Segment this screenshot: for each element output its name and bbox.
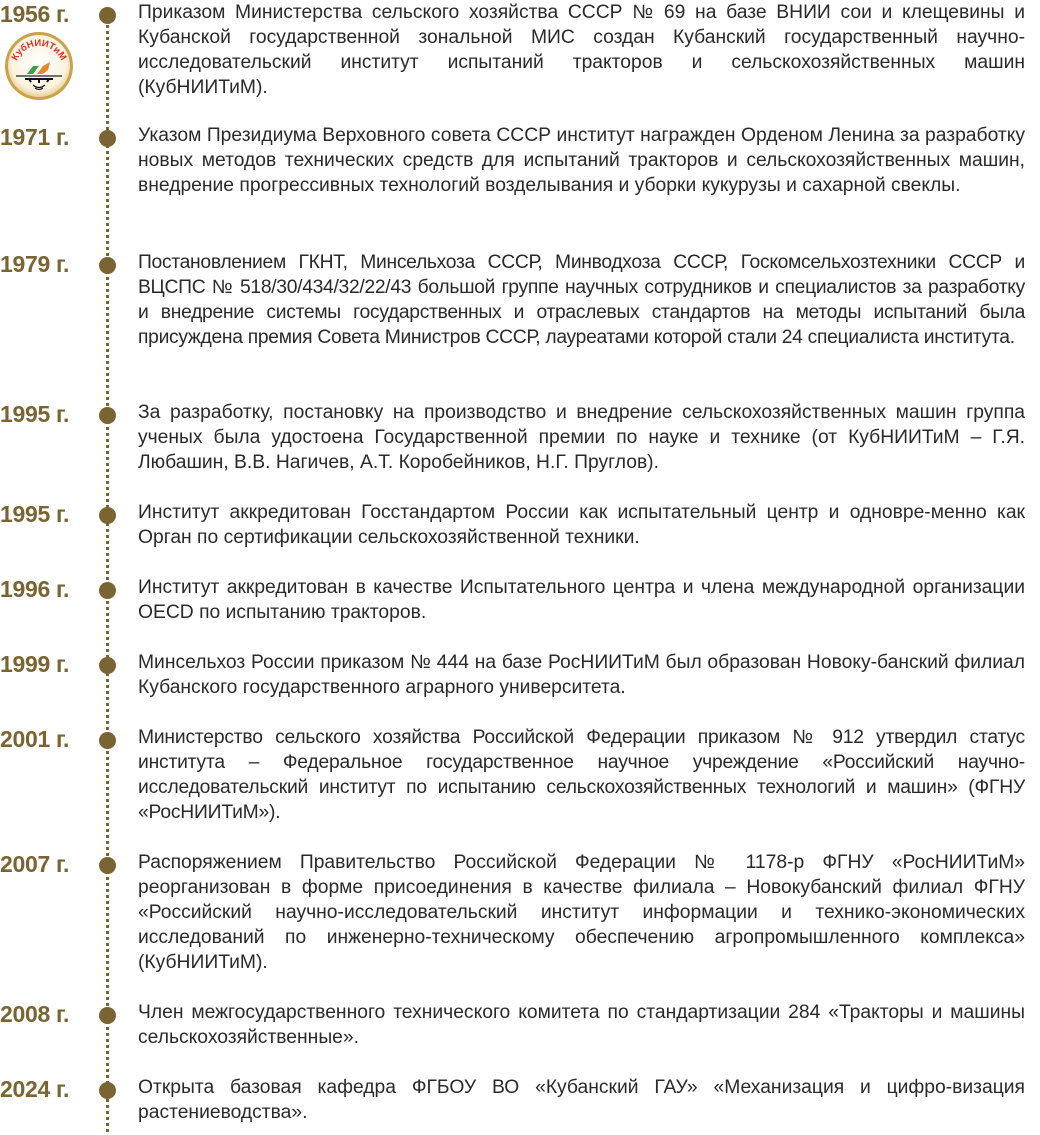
timeline-dot-icon	[99, 657, 116, 674]
timeline-dot-icon	[99, 1007, 116, 1024]
timeline-dotted-line	[106, 12, 109, 1132]
entry-year: 1979 г.	[0, 251, 70, 277]
logo-text: КубНИИТиМ	[9, 37, 69, 63]
entry-text: Институт аккредитован в качестве Испытательного центра и члена международной организации OECD по испытанию тракторов.	[138, 577, 1025, 623]
entry-year: 2001 г.	[0, 726, 70, 752]
entry-text: Министерство сельского хозяйства Российской Федерации приказом № 912 утвердил статус института – Федеральное государственное научное учреждение «Российский научно-исследовательский институт по испытанию сельскохозяйственных технологий и машин» (ФГНУ «РосНИИТиМ»).	[138, 727, 1025, 823]
timeline-dot-icon	[99, 507, 116, 524]
entry-year: 1971 г.	[0, 124, 70, 150]
entry-text: Институт аккредитован Госстандартом России как испытательный центр и одновре-менно как Орган по сертификации сельскохозяйственной техники.	[138, 502, 1025, 548]
entry-text: Открыта базовая кафедра ФГБОУ ВО «Кубанский ГАУ» «Механизация и цифро-визация растениеводства».	[138, 1077, 1025, 1123]
timeline-dot-icon	[99, 1082, 116, 1099]
entry-text: Минсельхоз России приказом № 444 на базе РосНИИТиМ был образован Новоку-банский филиал Кубанского государственного аграрного университета.	[138, 652, 1025, 698]
entry-year: 1956 г.	[0, 1, 70, 27]
timeline-dot-icon	[99, 407, 116, 424]
entry-text: Приказом Министерства сельского хозяйства СССР № 69 на базе ВНИИ сои и клещевины и Кубанской государственной зональной МИС создан Кубанский государственный научно-исследовательский институт испытаний тракторов и сельскохозяйственных машин (КубНИИТиМ).	[138, 2, 1025, 98]
timeline-dot-icon	[99, 732, 116, 749]
timeline-dot-icon	[99, 7, 116, 24]
kubniitim-logo-icon	[3, 30, 75, 102]
entry-year: 2024 г.	[0, 1076, 70, 1102]
entry-text: Член межгосударственного технического комитета по стандартизации 284 «Тракторы и машины сельскохозяйственные».	[138, 1002, 1025, 1048]
entry-year: 2008 г.	[0, 1001, 70, 1027]
entry-year: 1996 г.	[0, 576, 70, 602]
timeline-dot-icon	[99, 257, 116, 274]
entry-year: 1995 г.	[0, 501, 70, 527]
entry-text: За разработку, постановку на производство и внедрение сельскохозяйственных машин группа ученых была удостоена Государственной премии по науке и технике (от КубНИИТиМ – Г.Я. Любашин, В.В. Нагичев, А.Т. Коробейников, Н.Г. Пруглов).	[138, 402, 1025, 473]
entry-year: 2007 г.	[0, 851, 70, 877]
timeline-dot-icon	[99, 857, 116, 874]
entry-year: 1995 г.	[0, 401, 70, 427]
entry-text: Распоряжением Правительство Российской Федерации № 1178-р ФГНУ «РосНИИТиМ» реорганизован в форме присоединения в качестве филиала – Новокубанский филиал ФГНУ «Российский научно-исследовательский институт информации и технико-экономических исследований по инженерно-техническому обеспечению агропромышленного комплекса» (КубНИИТиМ).	[138, 852, 1025, 973]
entry-text: Указом Президиума Верховного совета СССР институт награжден Орденом Ленина за разработку новых методов технических средств для испытаний тракторов и сельскохозяйственных машин, внедрение прогрессивных технологий возделывания и уборки кукурузы и сахарной свеклы.	[138, 125, 1025, 196]
entry-year: 1999 г.	[0, 651, 70, 677]
timeline-dot-icon	[99, 130, 116, 147]
entry-text: Постановлением ГКНТ, Минсельхоза СССР, Минводхоза СССР, Госкомсельхозтехники СССР и ВЦСПС № 518/30/434/32/22/43 большой группе научных сотрудников и специалистов за разработку и внедрение системы государственных и отраслевых стандартов на методы испытаний была присуждена премия Совета Министров СССР, лауреатами которой стали 24 специалиста института.	[138, 252, 1025, 348]
timeline-dot-icon	[99, 582, 116, 599]
